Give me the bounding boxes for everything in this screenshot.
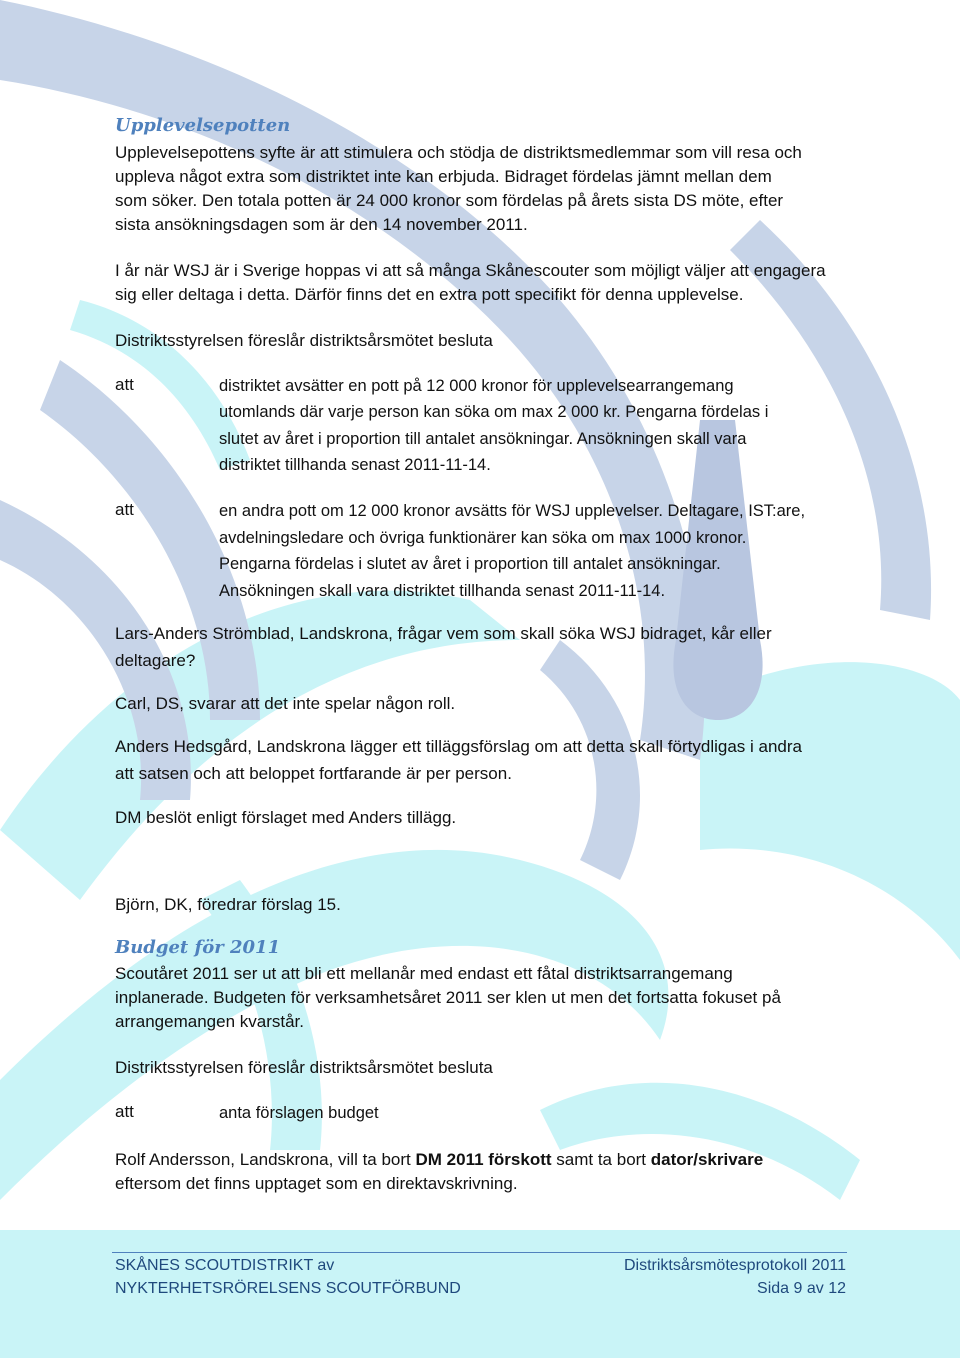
paragraph-line: sig eller deltaga i detta. Därför finns det en extra pott specifikt för denna upplevelse.: [115, 285, 744, 304]
paragraph-line: uppleva något extra som distriktet inte kan erbjuda. Bidraget fördelas jämnt mellan dem: [115, 167, 772, 186]
att-clause-line: slutet av året i proportion till antalet ansökningar. Ansökningen skall vara: [219, 430, 747, 448]
motion-bold-text: DM 2011 förskott: [415, 1150, 552, 1169]
att-clause-line: Ansökningen skall vara distriktet tillhanda senast 2011-11-14.: [219, 582, 666, 600]
att-clause-line: distriktet avsätter en pott på 12 000 kronor för upplevelsearrangemang: [219, 377, 734, 395]
paragraph-line: som söker. Den totala potten är 24 000 kronor som fördelas på årets sista DS möte, efter: [115, 191, 784, 210]
motion-bold-text: dator/skrivare: [650, 1150, 764, 1169]
discussion-line: deltagare?: [115, 651, 196, 670]
presenter-line: Björn, DK, föredrar förslag 15.: [115, 895, 341, 914]
amendment-line: Anders Hedsgård, Landskrona lägger ett tilläggsförslag om att detta skall förtydligas i andra: [115, 737, 802, 756]
footer-org-line: SKÅNES SCOUTDISTRIKT av: [115, 1257, 335, 1274]
proposal-intro: Distriktsstyrelsen föreslår distriktsårsmötet besluta: [115, 331, 493, 350]
att-label: att: [115, 500, 134, 519]
paragraph-line: arrangemangen kvarstår.: [115, 1012, 304, 1031]
att-clause-line: distriktet tillhanda senast 2011-11-14.: [219, 456, 491, 474]
footer-divider: [112, 1252, 847, 1253]
discussion-line: Lars-Anders Strömblad, Landskrona, frågar vem som skall söka WSJ bidraget, kår eller: [115, 624, 772, 643]
proposal-intro: Distriktsstyrelsen föreslår distriktsårsmötet besluta: [115, 1058, 493, 1077]
footer-doc-title: Distriktsårsmötesprotokoll 2011: [623, 1257, 846, 1274]
section-heading-budget: Budget för 2011: [115, 937, 281, 958]
paragraph-line: sista ansökningsdagen som är den 14 november 2011.: [115, 215, 528, 234]
footer-page-number: Sida 9 av 12: [757, 1280, 846, 1297]
motion-text: samt ta bort: [551, 1150, 651, 1169]
att-label: att: [115, 1102, 134, 1121]
amendment-line: att satsen och att beloppet fortfarande är per person.: [115, 764, 512, 783]
paragraph-line: inplanerade. Budgeten för verksamhetsåret 2011 ser klen ut men det fortsatta fokuset på: [115, 988, 781, 1007]
footer-org-line: NYKTERHETSRÖRELSENS SCOUTFÖRBUND: [115, 1280, 461, 1297]
paragraph-line: Upplevelsepottens syfte är att stimulera och stödja de distriktsmedlemmar som vill resa och: [115, 143, 802, 162]
answer-line: Carl, DS, svarar att det inte spelar någon roll.: [115, 694, 456, 713]
att-clause-line: utomlands där varje person kan söka om max 2 000 kr. Pengarna fördelas i: [219, 403, 769, 421]
att-clause-line: anta förslagen budget: [219, 1104, 379, 1122]
att-clause-line: avdelningsledare och övriga funktionärer kan söka om max 1000 kronor.: [219, 529, 747, 547]
section-heading-upplevelsepotten: Upplevelsepotten: [115, 115, 291, 136]
att-label: att: [115, 375, 134, 394]
att-clause-line: Pengarna fördelas i slutet av året i proportion till antalet ansökningar.: [219, 555, 721, 573]
motion-line: eftersom det finns upptaget som en direktavskrivning.: [115, 1174, 518, 1193]
decision-line: DM beslöt enligt förslaget med Anders tillägg.: [115, 808, 457, 827]
att-clause-line: en andra pott om 12 000 kronor avsätts för WSJ upplevelser. Deltagare, IST:are,: [219, 502, 806, 520]
motion-line: [115, 1148, 763, 1173]
motion-text: Rolf Andersson, Landskrona, vill ta bort: [115, 1150, 416, 1169]
paragraph-line: Scoutåret 2011 ser ut att bli ett mellanår med endast ett fåtal distriktsarrangemang: [115, 964, 733, 983]
paragraph-line: I år när WSJ är i Sverige hoppas vi att så många Skånescouter som möjligt väljer att engagera: [115, 261, 826, 280]
